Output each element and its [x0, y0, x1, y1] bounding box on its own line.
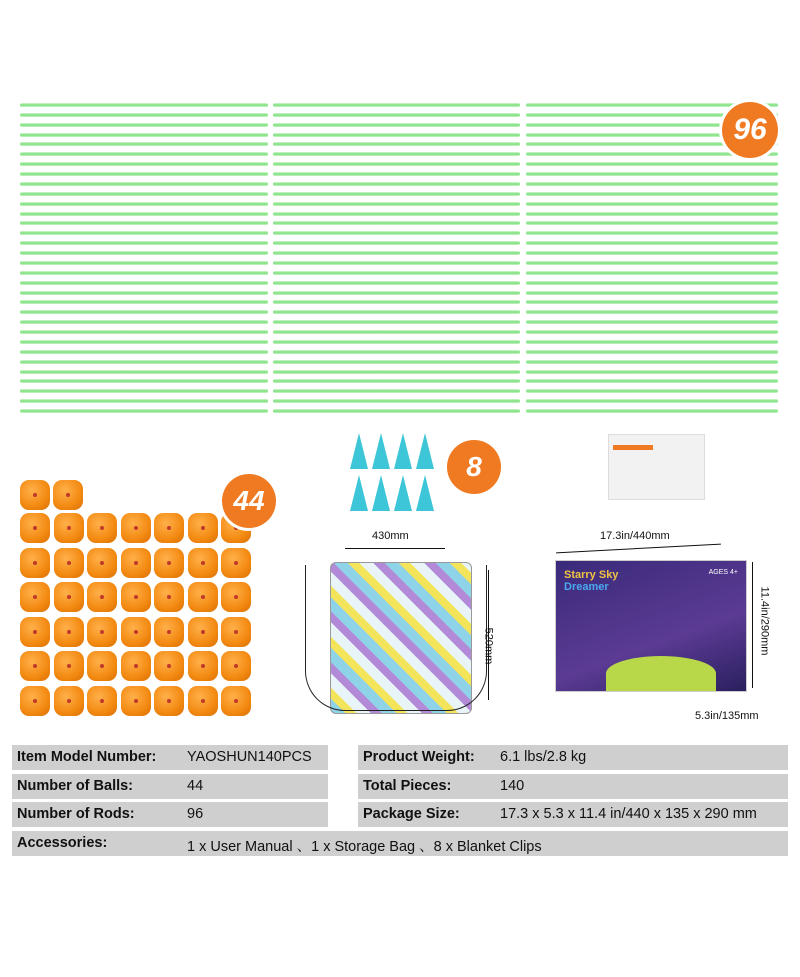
ball — [20, 651, 50, 681]
rod — [273, 212, 520, 216]
ball — [188, 548, 218, 578]
ball — [87, 548, 117, 578]
bag-width-label: 430mm — [372, 530, 409, 542]
rod — [273, 221, 520, 225]
ball — [54, 548, 84, 578]
rod — [273, 123, 520, 127]
ball — [154, 548, 184, 578]
ball — [53, 480, 83, 510]
rod — [526, 291, 778, 295]
spec-label: Package Size: — [363, 806, 460, 822]
rod — [20, 379, 268, 383]
ball — [221, 582, 251, 612]
rod — [526, 399, 778, 403]
rod — [273, 370, 520, 374]
rod — [273, 241, 520, 245]
rod — [20, 113, 268, 117]
rod — [20, 340, 268, 344]
ball — [20, 548, 50, 578]
spec-label: Accessories: — [17, 835, 108, 851]
spec-row-balls — [12, 774, 328, 799]
rod — [20, 350, 268, 354]
rod — [526, 340, 778, 344]
rod — [273, 231, 520, 235]
ball — [121, 582, 151, 612]
ball — [221, 617, 251, 647]
ball — [87, 582, 117, 612]
ball — [87, 686, 117, 716]
box-width-arrow — [556, 544, 721, 554]
rod — [20, 320, 268, 324]
rod — [526, 350, 778, 354]
ball — [87, 513, 117, 543]
rod — [526, 370, 778, 374]
rod — [273, 172, 520, 176]
rod — [273, 291, 520, 295]
blanket-clip — [416, 433, 434, 469]
rod — [526, 162, 778, 166]
rod — [273, 261, 520, 265]
ball — [54, 617, 84, 647]
rod — [526, 389, 778, 393]
blanket-clip — [416, 475, 434, 511]
rod — [273, 113, 520, 117]
box-title — [564, 569, 618, 593]
spec-row-pieces — [358, 774, 788, 799]
rod — [20, 360, 268, 364]
rod — [526, 360, 778, 364]
rod — [273, 330, 520, 334]
ball — [54, 686, 84, 716]
rod — [20, 399, 268, 403]
ball — [20, 480, 50, 510]
clips-count-badge: 8 — [447, 440, 501, 494]
ball — [154, 617, 184, 647]
rod — [273, 182, 520, 186]
rod — [526, 409, 778, 413]
ball — [188, 651, 218, 681]
ball — [221, 651, 251, 681]
rod — [526, 271, 778, 275]
rod — [526, 202, 778, 206]
ball — [20, 617, 50, 647]
rod — [20, 300, 268, 304]
rod — [273, 379, 520, 383]
spec-value: YAOSHUN140PCS — [187, 749, 312, 765]
rod — [20, 212, 268, 216]
rod — [526, 281, 778, 285]
spec-row-model — [12, 745, 328, 770]
rod — [526, 172, 778, 176]
spec-label: Number of Rods: — [17, 806, 135, 822]
rod — [20, 271, 268, 275]
ball — [188, 513, 218, 543]
rod — [273, 202, 520, 206]
ball — [121, 617, 151, 647]
ball — [154, 651, 184, 681]
rod — [20, 103, 268, 107]
rod — [273, 133, 520, 137]
ball — [154, 686, 184, 716]
box-depth-label: 5.3in/135mm — [695, 710, 759, 722]
rod — [526, 251, 778, 255]
rod — [526, 261, 778, 265]
blanket-clip — [372, 475, 390, 511]
ball — [121, 651, 151, 681]
ball — [20, 513, 50, 543]
rod — [273, 350, 520, 354]
rod — [20, 162, 268, 166]
bag-height-label: 520mm — [482, 627, 495, 665]
ball — [54, 582, 84, 612]
rod — [273, 320, 520, 324]
rod — [273, 360, 520, 364]
spec-value: 44 — [187, 778, 204, 794]
rod — [526, 379, 778, 383]
ball — [188, 582, 218, 612]
box-ages-label: AGES 4+ — [708, 569, 738, 576]
rods-count-badge: 96 — [722, 102, 778, 158]
spec-row-package — [358, 802, 788, 827]
ball — [154, 513, 184, 543]
box-height-label: 11.4in/290mm — [758, 586, 771, 656]
rod-column — [273, 103, 520, 413]
rod — [20, 261, 268, 265]
rod — [526, 320, 778, 324]
box-width-label: 17.3in/440mm — [600, 530, 670, 542]
spec-value: 6.1 lbs/2.8 kg — [500, 749, 587, 765]
rod-column — [20, 103, 268, 413]
rod — [526, 182, 778, 186]
rod — [20, 231, 268, 235]
spec-label: Item Model Number: — [17, 749, 157, 765]
blanket-clip — [394, 433, 412, 469]
rod — [20, 123, 268, 127]
ball — [221, 686, 251, 716]
box-title-line2: Dreamer — [564, 581, 609, 593]
spec-row-weight — [358, 745, 788, 770]
rod — [20, 241, 268, 245]
rod — [20, 389, 268, 393]
rod — [273, 300, 520, 304]
rod — [526, 221, 778, 225]
rod — [273, 271, 520, 275]
bag-drawstring — [305, 565, 487, 711]
rod — [273, 251, 520, 255]
rod — [273, 152, 520, 156]
spec-row-accessories — [12, 831, 788, 856]
rod — [20, 370, 268, 374]
package-box-image — [555, 560, 747, 692]
rod — [20, 133, 268, 137]
rod — [20, 409, 268, 413]
rod — [20, 142, 268, 146]
rod — [20, 310, 268, 314]
rod — [273, 310, 520, 314]
spec-row-rods — [12, 802, 328, 827]
rod — [20, 251, 268, 255]
ball — [20, 582, 50, 612]
rod — [273, 281, 520, 285]
spec-value: 1 x User Manual 、1 x Storage Bag 、8 x Blanket Clips — [187, 839, 542, 855]
rod — [526, 192, 778, 196]
ball — [188, 686, 218, 716]
rod — [20, 182, 268, 186]
rod — [20, 330, 268, 334]
ball — [221, 548, 251, 578]
blanket-clip — [350, 433, 368, 469]
ball — [87, 617, 117, 647]
rod — [526, 310, 778, 314]
blanket-clip — [394, 475, 412, 511]
box-height-arrow — [752, 562, 753, 688]
ball — [121, 513, 151, 543]
ball — [121, 686, 151, 716]
spec-value: 17.3 x 5.3 x 11.4 in/440 x 135 x 290 mm — [500, 806, 757, 822]
rod — [526, 330, 778, 334]
rod — [20, 202, 268, 206]
spec-label: Total Pieces: — [363, 778, 452, 794]
rod — [20, 281, 268, 285]
ball — [121, 548, 151, 578]
box-title-line1: Starry Sky — [564, 569, 619, 581]
ball — [20, 686, 50, 716]
rod — [273, 162, 520, 166]
rod — [20, 192, 268, 196]
bag-width-arrow — [345, 548, 445, 549]
rod — [273, 409, 520, 413]
blanket-clip — [372, 433, 390, 469]
ball — [54, 651, 84, 681]
ball — [87, 651, 117, 681]
blanket-clip — [350, 475, 368, 511]
rod — [273, 142, 520, 146]
spec-label: Product Weight: — [363, 749, 475, 765]
rod — [526, 300, 778, 304]
spec-label: Number of Balls: — [17, 778, 134, 794]
ball — [154, 582, 184, 612]
ball — [54, 513, 84, 543]
rod — [20, 172, 268, 176]
rod — [20, 291, 268, 295]
rod — [273, 389, 520, 393]
rod — [526, 212, 778, 216]
user-manual-image — [608, 434, 705, 500]
ball — [188, 617, 218, 647]
spec-value: 140 — [500, 778, 525, 794]
spec-value: 96 — [187, 806, 204, 822]
rod — [20, 152, 268, 156]
rod — [273, 192, 520, 196]
balls-count-badge: 44 — [222, 474, 276, 528]
rod — [526, 241, 778, 245]
rod — [273, 399, 520, 403]
rod — [273, 103, 520, 107]
rod — [273, 340, 520, 344]
rod — [20, 221, 268, 225]
rod — [526, 231, 778, 235]
